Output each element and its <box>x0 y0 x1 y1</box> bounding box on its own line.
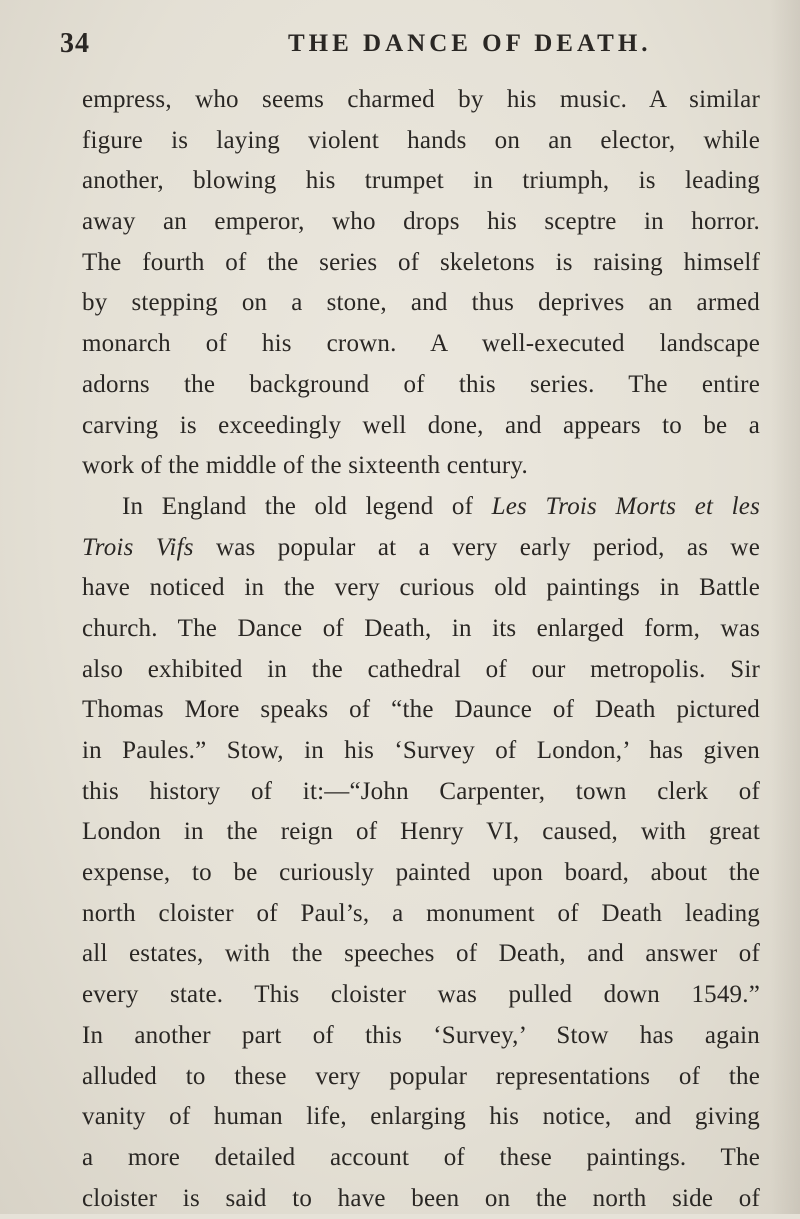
text-line: church. The Dance of Death, in its enlarged form, was <box>82 614 760 642</box>
text-line: away an emperor, who drops his sceptre in horror. <box>82 208 760 236</box>
text-line: also exhibited in the cathedral of our metropolis. Sir <box>82 655 760 683</box>
text-line: another, blowing his trumpet in triumph, is leading <box>82 167 760 195</box>
page-number: 34 <box>60 28 90 59</box>
text-line: In another part of this ‘Survey,’ Stow has again <box>82 1021 760 1049</box>
text-line: adorns the background of this series. The entire <box>82 370 760 398</box>
text-line: empress, who seems charmed by his music. A similar <box>82 86 760 113</box>
text-line: have noticed in the very curious old paintings in Battle <box>82 574 760 602</box>
page-edge-shadow <box>770 0 800 1214</box>
text-line: figure is laying violent hands on an elector, while <box>82 126 760 154</box>
text-line: cloister is said to have been on the north side of <box>82 1184 760 1212</box>
text-line: every state. This cloister was pulled down 1549.” <box>82 981 760 1009</box>
text-line: all estates, with the speeches of Death, and answer of <box>82 940 760 968</box>
text-line <box>82 528 760 569</box>
text-line: Thomas More speaks of “the Daunce of Death pictured <box>82 696 760 724</box>
italic-title: Les Trois Morts et les <box>491 492 761 520</box>
running-title: THE DANCE OF DEATH. <box>288 30 652 57</box>
text-line: this history of it:—“John Carpenter, town clerk of <box>82 777 760 805</box>
body-text <box>82 80 760 1219</box>
text-line: The fourth of the series of skeletons is raising himself <box>82 248 760 276</box>
text-line-paragraph-end: work of the middle of the sixteenth century. <box>82 452 528 480</box>
text-segment: In England the old legend of <box>122 492 492 520</box>
text-line: monarch of his crown. A well-executed landscape <box>82 330 760 358</box>
text-line: carving is exceedingly well done, and appears to be a <box>82 411 760 439</box>
running-head <box>60 28 760 68</box>
text-line: north cloister of Paul’s, a monument of Death leading <box>82 899 760 927</box>
italic-title: Trois Vifs <box>82 533 194 561</box>
text-line: expense, to be curiously painted upon board, about the <box>82 859 760 887</box>
text-line: London in the reign of Henry VI, caused, with great <box>82 818 760 846</box>
text-line: a more detailed account of these paintings. The <box>82 1143 760 1171</box>
text-line: by stepping on a stone, and thus deprives an armed <box>82 289 760 317</box>
text-line: vanity of human life, enlarging his notice, and giving <box>82 1103 760 1131</box>
text-segment: was popular at a very early period, as we <box>193 533 760 561</box>
text-line: in Paules.” Stow, in his ‘Survey of London,’ has given <box>82 737 760 764</box>
text-line: alluded to these very popular representations of the <box>82 1062 760 1090</box>
text-line-paragraph-start <box>82 487 760 528</box>
